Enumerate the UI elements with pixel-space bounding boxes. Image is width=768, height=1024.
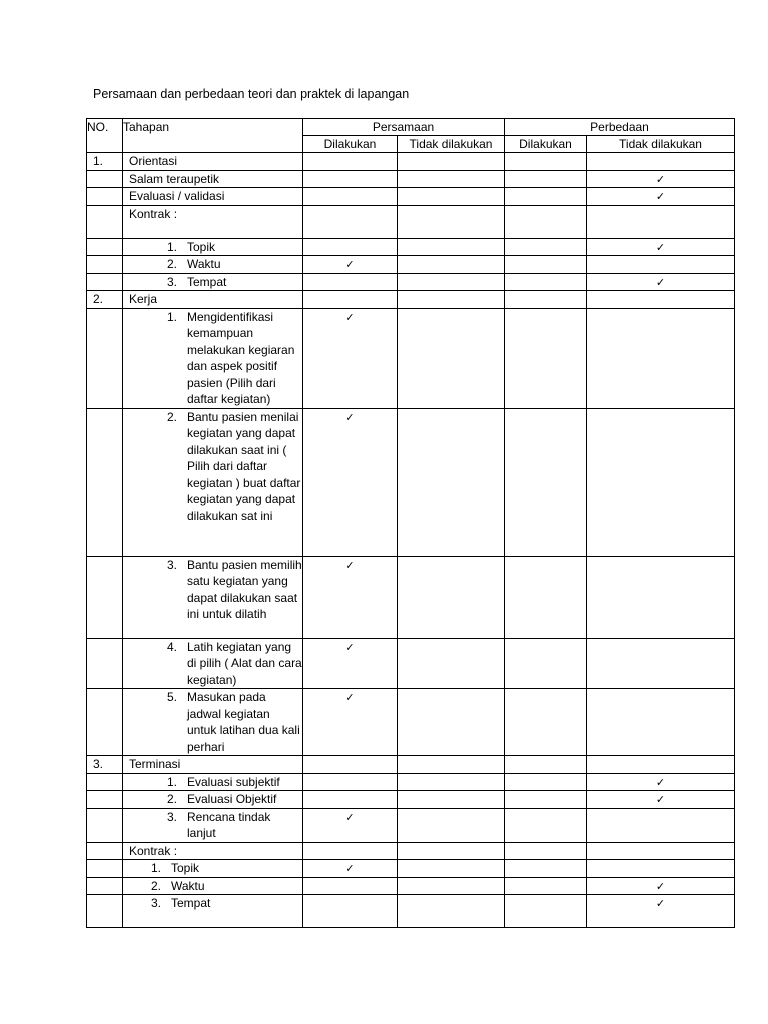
row-number [87, 238, 123, 256]
row-stage [123, 238, 303, 256]
cell-persamaan-tidak-dilakukan [398, 860, 505, 878]
step-item [129, 309, 302, 408]
header-perbedaan-dilakukan: Dilakukan [505, 136, 587, 153]
stage-label: Kontrak : [129, 206, 178, 221]
row-number [87, 877, 123, 895]
cell-perbedaan-dilakukan [505, 170, 587, 188]
row-number [87, 205, 123, 238]
row-stage [123, 808, 303, 842]
table-row [87, 877, 735, 895]
row-number [87, 689, 123, 756]
cell-persamaan-tidak-dilakukan [398, 153, 505, 171]
step-number: 5. [166, 690, 177, 704]
cell-perbedaan-tidak-dilakukan [587, 638, 735, 689]
cell-persamaan-dilakukan [303, 273, 398, 291]
cell-perbedaan-dilakukan [505, 791, 587, 809]
table-row [87, 273, 735, 291]
table-row [87, 791, 735, 809]
step-item [129, 557, 302, 623]
row-stage [123, 689, 303, 756]
table-row [87, 860, 735, 878]
cell-perbedaan-tidak-dilakukan [587, 238, 735, 256]
cell-persamaan-tidak-dilakukan [398, 842, 505, 860]
header-persamaan-dilakukan: Dilakukan [303, 136, 398, 153]
cell-perbedaan-dilakukan [505, 756, 587, 774]
cell-persamaan-tidak-dilakukan [398, 238, 505, 256]
table-row [87, 256, 735, 274]
step-label: Waktu [187, 257, 221, 271]
cell-perbedaan-tidak-dilakukan [587, 895, 735, 928]
stage-label: Kontrak : [129, 843, 178, 858]
cell-persamaan-dilakukan [303, 895, 398, 928]
step-label: Waktu [171, 878, 205, 893]
table-row [87, 689, 735, 756]
header-no: NO. [87, 119, 123, 153]
row-number [87, 638, 123, 689]
row-number [87, 773, 123, 791]
row-number [87, 808, 123, 842]
checkmark-icon: ✓ [345, 558, 355, 572]
cell-perbedaan-dilakukan [505, 188, 587, 206]
cell-perbedaan-dilakukan [505, 638, 587, 689]
step-item [129, 409, 302, 525]
cell-perbedaan-tidak-dilakukan [587, 308, 735, 408]
cell-persamaan-tidak-dilakukan [398, 808, 505, 842]
cell-perbedaan-tidak-dilakukan [587, 877, 735, 895]
cell-perbedaan-tidak-dilakukan [587, 291, 735, 309]
step-label: Mengidentifikasi kemampuan melakukan kegiaran dan aspek positif pasien (Pilih dari daftar kegiatan) [187, 309, 295, 406]
row-number [87, 408, 123, 556]
checkmark-icon: ✓ [345, 810, 355, 824]
step-label: Masukan pada jadwal kegiatan untuk latihan dua kali perhari [187, 690, 300, 754]
table-row [87, 291, 735, 309]
header-perbedaan-tidak-dilakukan: Tidak dilakukan [587, 136, 735, 153]
row-number [87, 842, 123, 860]
row-stage [123, 308, 303, 408]
cell-persamaan-dilakukan [303, 638, 398, 689]
stage-label: Orientasi [129, 154, 178, 168]
step-item [129, 239, 302, 256]
cell-persamaan-dilakukan [303, 689, 398, 756]
cell-perbedaan-tidak-dilakukan [587, 273, 735, 291]
step-item [129, 860, 302, 877]
row-number [87, 895, 123, 928]
stage-label: Terminasi [129, 757, 181, 771]
checkmark-icon: ✓ [345, 862, 355, 875]
step-number: 1. [150, 861, 161, 875]
cell-persamaan-dilakukan [303, 842, 398, 860]
row-number [87, 556, 123, 638]
row-stage [123, 153, 303, 171]
step-number: 3. [166, 274, 177, 289]
cell-perbedaan-tidak-dilakukan [587, 808, 735, 842]
row-number: 3. [87, 756, 123, 774]
step-label: Tempat [171, 896, 211, 910]
checkmark-icon: ✓ [345, 310, 355, 324]
row-number: 1. [87, 153, 123, 171]
row-stage [123, 188, 303, 206]
row-stage [123, 638, 303, 689]
cell-persamaan-tidak-dilakukan [398, 188, 505, 206]
checkmark-icon: ✓ [655, 190, 666, 203]
cell-persamaan-dilakukan [303, 308, 398, 408]
step-item [129, 256, 302, 273]
step-item [129, 274, 302, 291]
cell-perbedaan-dilakukan [505, 773, 587, 791]
step-label: Bantu pasien memilih satu kegiatan yang dapat dilakukan saat ini untuk dilatih [187, 557, 302, 621]
checkmark-icon: ✓ [655, 275, 666, 289]
cell-persamaan-tidak-dilakukan [398, 556, 505, 638]
cell-persamaan-tidak-dilakukan [398, 877, 505, 895]
cell-perbedaan-dilakukan [505, 842, 587, 860]
table-row [87, 808, 735, 842]
row-number [87, 860, 123, 878]
row-stage [123, 791, 303, 809]
cell-persamaan-dilakukan [303, 205, 398, 238]
row-number [87, 170, 123, 188]
table-row [87, 153, 735, 171]
cell-persamaan-tidak-dilakukan [398, 291, 505, 309]
cell-persamaan-tidak-dilakukan [398, 895, 505, 928]
row-stage [123, 860, 303, 878]
table-row [87, 188, 735, 206]
step-item [129, 809, 302, 842]
cell-persamaan-dilakukan [303, 791, 398, 809]
header-tahapan: Tahapan [123, 119, 303, 153]
step-label: Tempat [187, 274, 227, 289]
table-row [87, 556, 735, 638]
stage-label: Salam teraupetik [129, 171, 220, 186]
cell-persamaan-dilakukan [303, 756, 398, 774]
checkmark-icon: ✓ [345, 258, 355, 271]
step-item [129, 639, 302, 689]
cell-perbedaan-dilakukan [505, 273, 587, 291]
cell-persamaan-dilakukan [303, 860, 398, 878]
table-row [87, 842, 735, 860]
cell-perbedaan-tidak-dilakukan [587, 188, 735, 206]
row-stage [123, 256, 303, 274]
step-item [129, 791, 302, 808]
cell-perbedaan-tidak-dilakukan [587, 153, 735, 171]
cell-perbedaan-tidak-dilakukan [587, 689, 735, 756]
cell-perbedaan-tidak-dilakukan [587, 860, 735, 878]
cell-perbedaan-tidak-dilakukan [587, 791, 735, 809]
table-row [87, 238, 735, 256]
cell-persamaan-tidak-dilakukan [398, 791, 505, 809]
checkmark-icon: ✓ [655, 897, 666, 910]
row-stage [123, 877, 303, 895]
cell-persamaan-tidak-dilakukan [398, 408, 505, 556]
table-row [87, 895, 735, 928]
cell-perbedaan-tidak-dilakukan [587, 556, 735, 638]
cell-perbedaan-tidak-dilakukan [587, 170, 735, 188]
row-stage [123, 170, 303, 188]
step-item [129, 895, 302, 912]
cell-persamaan-dilakukan [303, 556, 398, 638]
cell-perbedaan-dilakukan [505, 689, 587, 756]
step-item [129, 878, 302, 895]
cell-perbedaan-dilakukan [505, 895, 587, 928]
cell-persamaan-tidak-dilakukan [398, 689, 505, 756]
step-label: Topik [171, 861, 200, 875]
row-stage [123, 408, 303, 556]
cell-persamaan-tidak-dilakukan [398, 756, 505, 774]
comparison-table [86, 118, 735, 928]
cell-perbedaan-tidak-dilakukan [587, 408, 735, 556]
cell-persamaan-tidak-dilakukan [398, 273, 505, 291]
row-stage [123, 773, 303, 791]
cell-persamaan-tidak-dilakukan [398, 773, 505, 791]
checkmark-icon: ✓ [655, 879, 666, 893]
cell-perbedaan-dilakukan [505, 808, 587, 842]
cell-persamaan-dilakukan [303, 291, 398, 309]
table-row [87, 170, 735, 188]
cell-persamaan-tidak-dilakukan [398, 205, 505, 238]
table-row [87, 408, 735, 556]
cell-perbedaan-dilakukan [505, 256, 587, 274]
step-number: 2. [166, 792, 177, 806]
row-stage [123, 273, 303, 291]
row-number [87, 188, 123, 206]
cell-persamaan-dilakukan [303, 170, 398, 188]
row-number [87, 791, 123, 809]
cell-perbedaan-dilakukan [505, 308, 587, 408]
checkmark-icon: ✓ [345, 691, 355, 704]
cell-persamaan-dilakukan [303, 808, 398, 842]
row-stage [123, 895, 303, 928]
document-title: Persamaan dan perbedaan teori dan praktek di lapangan [93, 87, 410, 101]
cell-persamaan-tidak-dilakukan [398, 256, 505, 274]
table-row [87, 638, 735, 689]
cell-perbedaan-dilakukan [505, 860, 587, 878]
step-label: Topik [187, 239, 216, 254]
header-row-top [87, 119, 735, 136]
step-label: Bantu pasien menilai kegiatan yang dapat dilakukan saat ini ( Pilih dari daftar kegiatan ) buat daftar kegiatan yang dapat dilakukan sat ini [187, 409, 301, 523]
header-persamaan-tidak-dilakukan: Tidak dilakukan [398, 136, 505, 153]
header-perbedaan: Perbedaan [505, 119, 735, 136]
table-body [87, 153, 735, 928]
row-number [87, 273, 123, 291]
stage-label: Kerja [129, 292, 158, 306]
cell-perbedaan-tidak-dilakukan [587, 773, 735, 791]
step-number: 1. [166, 239, 177, 254]
checkmark-icon: ✓ [345, 640, 355, 654]
table-row [87, 773, 735, 791]
step-number: 3. [150, 896, 161, 910]
step-number: 2. [166, 257, 177, 271]
row-stage [123, 756, 303, 774]
row-number [87, 256, 123, 274]
cell-persamaan-dilakukan [303, 408, 398, 556]
cell-persamaan-dilakukan [303, 256, 398, 274]
step-label: Evaluasi Objektif [187, 792, 277, 806]
row-number [87, 308, 123, 408]
stage-label: Evaluasi / validasi [129, 189, 225, 203]
checkmark-icon: ✓ [655, 172, 666, 186]
cell-perbedaan-tidak-dilakukan [587, 842, 735, 860]
cell-persamaan-tidak-dilakukan [398, 308, 505, 408]
step-item [129, 689, 302, 755]
step-number: 2. [150, 878, 161, 893]
step-number: 1. [166, 309, 177, 324]
checkmark-icon: ✓ [655, 775, 666, 789]
row-stage [123, 556, 303, 638]
cell-perbedaan-dilakukan [505, 556, 587, 638]
cell-persamaan-tidak-dilakukan [398, 170, 505, 188]
table-row [87, 205, 735, 238]
header-persamaan: Persamaan [303, 119, 505, 136]
cell-perbedaan-dilakukan [505, 238, 587, 256]
cell-persamaan-dilakukan [303, 773, 398, 791]
cell-persamaan-dilakukan [303, 877, 398, 895]
step-label: Evaluasi subjektif [187, 774, 280, 789]
cell-perbedaan-dilakukan [505, 291, 587, 309]
cell-perbedaan-tidak-dilakukan [587, 205, 735, 238]
table-row [87, 308, 735, 408]
cell-persamaan-tidak-dilakukan [398, 638, 505, 689]
cell-perbedaan-dilakukan [505, 153, 587, 171]
cell-persamaan-dilakukan [303, 153, 398, 171]
checkmark-icon: ✓ [655, 240, 666, 254]
step-number: 1. [166, 774, 177, 789]
row-stage [123, 291, 303, 309]
step-number: 3. [166, 809, 177, 824]
checkmark-icon: ✓ [345, 410, 355, 424]
step-label: Latih kegiatan yang di pilih ( Alat dan cara kegiatan) [187, 639, 302, 687]
cell-perbedaan-tidak-dilakukan [587, 256, 735, 274]
cell-perbedaan-dilakukan [505, 408, 587, 556]
cell-persamaan-dilakukan [303, 238, 398, 256]
cell-perbedaan-dilakukan [505, 877, 587, 895]
step-label: Rencana tindak lanjut [187, 809, 271, 840]
checkmark-icon: ✓ [655, 793, 666, 806]
step-number: 2. [166, 409, 177, 424]
table-row [87, 756, 735, 774]
step-number: 4. [166, 639, 177, 654]
row-stage [123, 205, 303, 238]
cell-persamaan-dilakukan [303, 188, 398, 206]
step-number: 3. [166, 557, 177, 572]
row-number: 2. [87, 291, 123, 309]
step-item [129, 774, 302, 791]
cell-perbedaan-dilakukan [505, 205, 587, 238]
cell-perbedaan-tidak-dilakukan [587, 756, 735, 774]
row-stage [123, 842, 303, 860]
